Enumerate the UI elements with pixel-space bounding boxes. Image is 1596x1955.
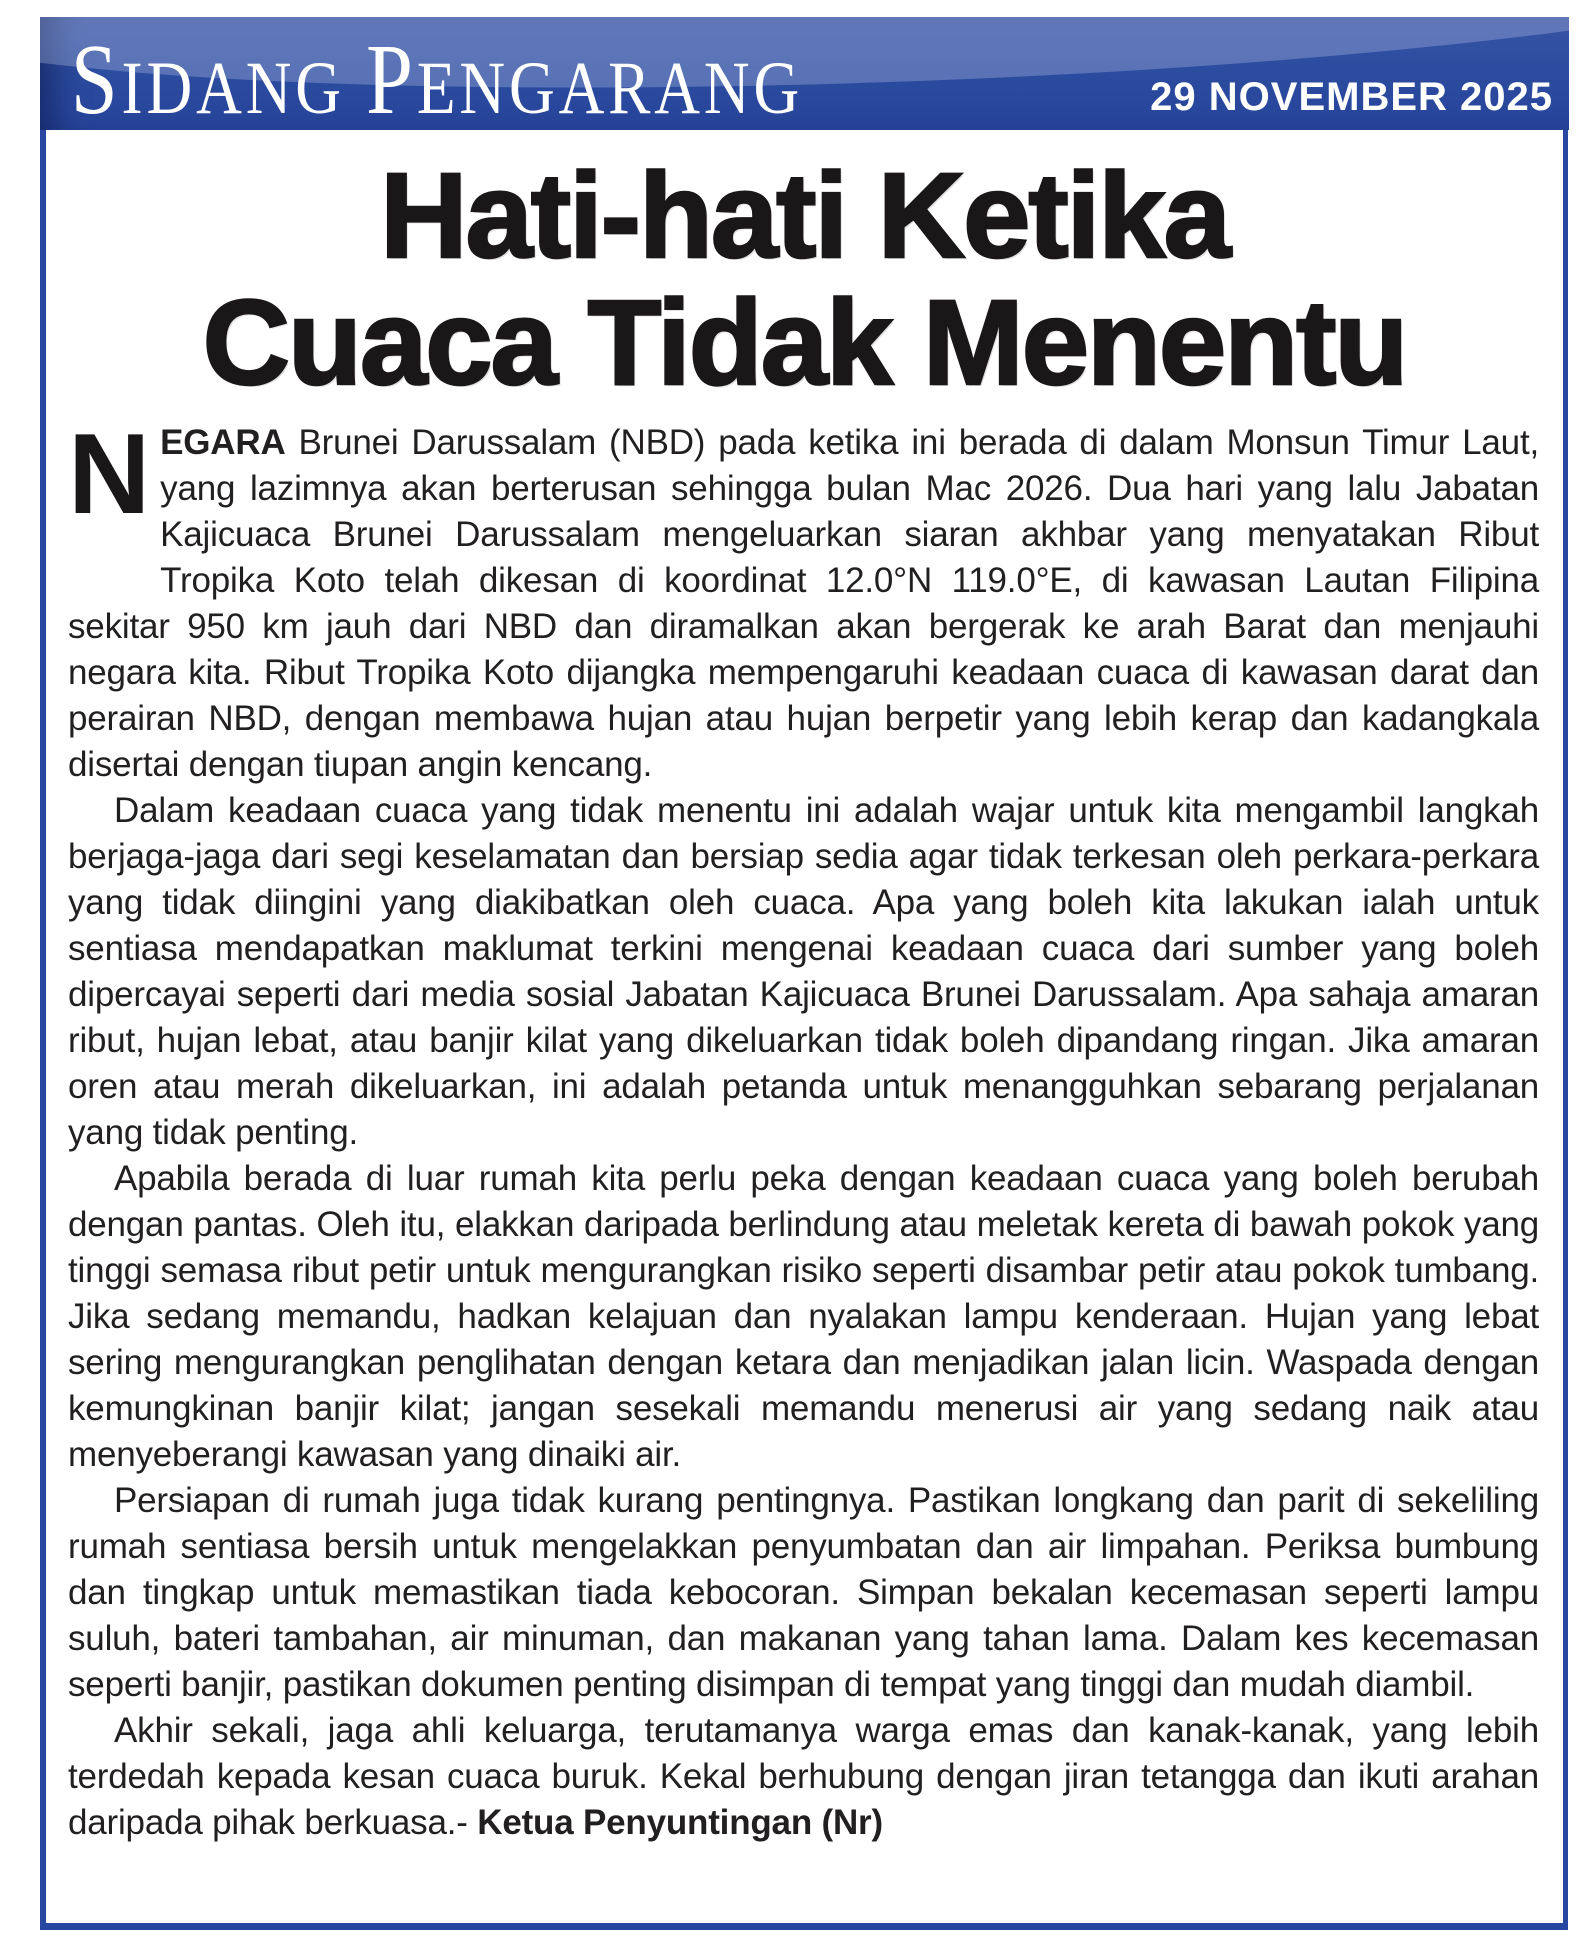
paragraph-3: Apabila berada di luar rumah kita perlu peka dengan keadaan cuaca yang boleh berubah dengan pantas. Oleh itu, elakkan daripada berlindung atau meletak kereta di bawah pokok yang tinggi semasa ribut petir untuk mengurangkan risiko seperti disambar petir atau pokok tumbang. Jika sedang memandu, hadkan kelajuan dan nyalakan lampu kenderaan. Hujan yang lebat sering mengurangkan penglihatan dengan ketara dan menjadikan jalan licin. Waspada dengan kemungkinan banjir kilat; jangan sesekali memandu menerusi air yang sedang naik atau menyeberangi kawasan yang dinaiki air.	[68, 1159, 1539, 1475]
paragraph-1	[68, 411, 1539, 788]
masthead-word2-initial: P	[366, 25, 417, 130]
paragraph-5-text: Akhir sekali, jaga ahli keluarga, terutamanya warga emas dan kanak-kanak, yang lebih terdedah kepada kesan cuaca buruk. Kekal berhubung dengan jiran tetangga dan ikuti arahan daripada pihak berkuasa.-	[68, 1711, 1539, 1843]
drop-cap: N	[68, 411, 151, 539]
masthead-word1-initial: S	[70, 25, 122, 130]
paragraph-1-text: Brunei Darussalam (NBD) pada ketika ini berada di dalam Monsun Timur Laut, yang lazimnya akan berterusan sehingga bulan Mac 2026. Dua hari yang lalu Jabatan Kajicuaca Brunei Darussalam mengeluarkan siaran akhbar yang menyatakan Ribut Tropika Koto telah dikesan di koordinat 12.0°N 119.0°E, di kawasan Lautan Filipina sekitar 950 km jauh dari NBD dan diramalkan akan bergerak ke arah Barat dan menjauhi negara kita. Ribut Tropika Koto dijangka mempengaruhi keadaan cuaca di kawasan darat dan perairan NBD, dengan membawa hujan atau hujan berpetir yang lebih kerap dan kadangkala disertai dengan tiupan angin kencang.	[68, 423, 1539, 785]
paragraph-2: Dalam keadaan cuaca yang tidak menentu ini adalah wajar untuk kita mengambil langkah berjaga-jaga dari segi keselamatan dan bersiap sedia agar tidak terkesan oleh perkara-perkara yang tidak diingini yang diakibatkan oleh cuaca. Apa yang boleh kita lakukan ialah untuk sentiasa mendapatkan maklumat terkini mengenai keadaan cuaca dari sumber yang boleh dipercayai seperti dari media sosial Jabatan Kajicuaca Brunei Darussalam. Apa sahaja amaran ribut, hujan lebat, atau banjir kilat yang dikeluarkan tidak boleh dipandang ringan. Jika amaran oren atau merah dikeluarkan, ini adalah petanda untuk menangguhkan sebarang perjalanan yang tidak penting.	[68, 791, 1539, 1153]
masthead-title	[40, 23, 803, 130]
paragraph-5	[68, 1708, 1539, 1846]
masthead-word1-rest: IDANG	[121, 46, 345, 130]
article-body	[46, 406, 1563, 1846]
lead-word: EGARA	[160, 423, 286, 463]
page-border-frame	[40, 17, 1568, 1930]
headline-line-2: Cuaca Tidak Menentu	[202, 274, 1407, 411]
headline-line-1: Hati-hati Ketika	[380, 147, 1229, 283]
paragraph-4: Persiapan di rumah juga tidak kurang pentingnya. Pastikan longkang dan parit di sekeliling rumah sentiasa bersih untuk mengelakkan penyumbatan dan air limpahan. Periksa bumbung dan tingkap untuk memastikan tiada kebocoran. Simpan bekalan kecemasan seperti lampu suluh, bateri tambahan, air minuman, dan makanan yang tahan lama. Dalam kes kecemasan seperti banjir, pastikan dokumen penting disimpan di tempat yang tinggi dan mudah diambil.	[68, 1481, 1539, 1705]
editor-signature: Ketua Penyuntingan (Nr)	[467, 1803, 883, 1843]
masthead-date: 29 NOVEMBER 2025	[1150, 75, 1553, 119]
masthead-word2-rest: ENGARANG	[416, 46, 804, 130]
headline	[46, 147, 1563, 411]
masthead-banner	[40, 17, 1569, 130]
